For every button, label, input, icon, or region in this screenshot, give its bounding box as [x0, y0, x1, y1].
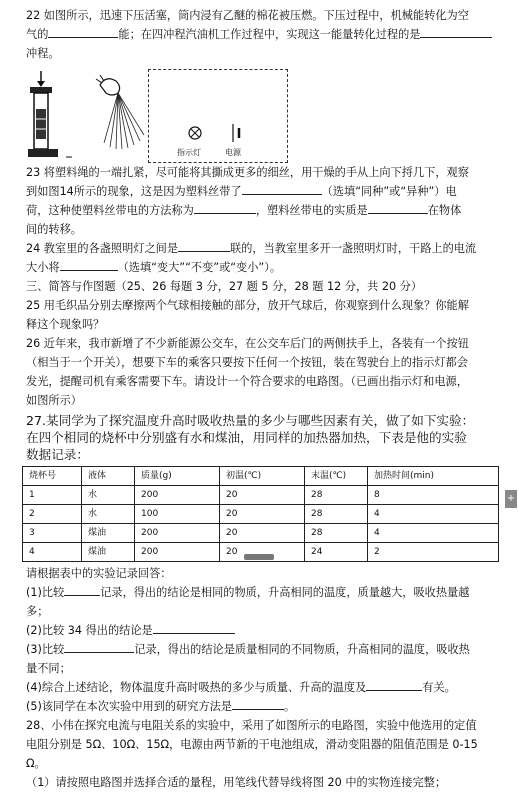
q24-line2a: 大小将: [26, 261, 60, 274]
q23-line2a: 到如图14所示的现象，这是因为塑料丝带了: [26, 185, 242, 198]
table-cell: 煤油: [82, 543, 135, 562]
q24-line1b: 联的，当教室里多开一盏照明灯时，干路上的电流: [230, 242, 477, 255]
table-cell: 28: [305, 524, 368, 543]
question-22: [26, 6, 498, 63]
circuit-symbols: [183, 122, 253, 144]
section-3-heading: 三、简答与作图题（25、26 每题 3 分，27 题 5 分，28 题 12 分，共 20 分）: [26, 280, 423, 293]
answer-blank: [60, 258, 118, 271]
table-cell: 28: [305, 505, 368, 524]
table-header: 质量(g): [135, 467, 220, 486]
table-cell: 煤油: [82, 524, 135, 543]
table-header: 烧杯号: [23, 467, 82, 486]
answer-blank: [366, 678, 422, 691]
q27b-s3a: (3)比较: [26, 643, 65, 656]
q22-line2a: 气的: [26, 28, 49, 41]
q22-line3: 冲程。: [26, 47, 60, 60]
table-cell: 4: [368, 505, 499, 524]
table-cell: 200: [135, 543, 220, 562]
q27b-s2: (2)比较 34 得出的结论是: [26, 624, 153, 637]
table-cell: 1: [23, 486, 82, 505]
question-28: [26, 716, 498, 792]
answer-blank: [64, 640, 134, 653]
q28-line4: （1）请按照电路图并选择合适的量程，用笔线代替导线将图 20 中的实物连接完整；: [26, 776, 447, 789]
q23-line3b: ，塑料丝带电的实质是: [255, 204, 368, 217]
answer-blank: [153, 621, 235, 634]
q22-line1: 22 如图所示，迅速下压活塞，筒内浸有乙醚的棉花被压燃。下压过程中，机械能转化为空: [26, 9, 469, 22]
table-cell: 100: [135, 505, 220, 524]
table-header: 加热时间(min): [368, 467, 499, 486]
q25-line1: 25 用毛织品分别去摩擦两个气球相接触的部分，放开气球后，你观察到什么现象？你能解: [26, 299, 469, 312]
table-cell: 20: [220, 543, 305, 562]
q27-line3: 数据记录：: [26, 447, 89, 462]
table-row: [23, 524, 499, 543]
q23-line1: 23 将塑料绳的一端扎紧，尽可能将其撕成更多的细丝，用干燥的手从上向下捋几下，观察: [26, 166, 469, 179]
document-page: [26, 6, 498, 792]
q24-line2b: （选填“变大”“不变”或“变小”）。: [117, 261, 282, 274]
question-27-answers: [26, 564, 498, 716]
table-header: 初温(℃): [220, 467, 305, 486]
table-row: [23, 486, 499, 505]
table-cell: 28: [305, 486, 368, 505]
q27b-s1b: 记录，得出的结论是相同的物质，升高相同的温度，质量越大，吸收热量越: [100, 586, 470, 599]
question-25: [26, 296, 498, 334]
table-cell: 4: [368, 524, 499, 543]
question-23: [26, 163, 498, 239]
answer-blank: [64, 583, 100, 596]
indicator-label: 指示灯: [177, 148, 201, 157]
question-26: [26, 334, 498, 410]
q24-line1a: 24 教室里的各盏照明灯之间是: [26, 242, 179, 255]
q22-line2b: 能；在四冲程汽油机工作过程中，实现这一能量转化过程的是: [118, 28, 421, 41]
answer-blank: [48, 25, 118, 38]
question-24: [26, 239, 498, 277]
q23-line2b: （选填“同种”或“异种”）电: [321, 185, 457, 198]
q26-line3: 发光，提醒司机有乘客需要下车。请设计一个符合要求的电路图。（已画出指示灯和电源，: [26, 375, 468, 388]
q27b-intro: 请根据表中的实验记录回答：: [26, 567, 172, 580]
table-cell: 2: [23, 505, 82, 524]
answer-blank: [178, 239, 230, 252]
piston-cylinder-figure: [26, 69, 76, 161]
q23-line3a: 荷，这种使塑料丝带电的方法称为: [26, 204, 194, 217]
figure-row: [26, 63, 498, 163]
q27b-s5a: (5)该同学在本次实验中用到的研究方法是: [26, 700, 233, 713]
q27b-s4b: 有关。: [422, 681, 456, 694]
q23-line3c: 在物体: [427, 204, 462, 217]
question-27: [26, 412, 498, 463]
table-cell: 2: [368, 543, 499, 562]
table-cell: 水: [82, 486, 135, 505]
table-add-column-button[interactable]: +: [505, 490, 517, 508]
table-header: 液体: [82, 467, 135, 486]
answer-blank: [242, 182, 322, 195]
q27b-s3b: 记录，得出的结论是质量相同的不同物质，升高相同的温度，吸收热: [134, 643, 470, 656]
experiment-data-table: [22, 466, 499, 562]
power-label: 电源: [225, 148, 241, 157]
q27b-s1c: 多；: [26, 605, 49, 618]
q23-line4: 间的转移。: [26, 223, 82, 236]
q26-line2: （相当于一个开关），想要下车的乘客只要按下任何一个按钮，装在驾驶台上的指示灯都会: [26, 356, 468, 369]
answer-blank: [368, 201, 428, 214]
q27-line2: 在四个相同的烧杯中分别盛有水和煤油，用同样的加热器加热，下表是他的实验: [26, 430, 467, 445]
q25-line2: 释这个现象吗？: [26, 318, 105, 331]
table-cell: 24: [305, 543, 368, 562]
q28-line2: 电阻分别是 5Ω、10Ω、15Ω，电源由两节新的干电池组成，滑动变阻器的阻值范围是 0-15: [26, 738, 478, 751]
table-cell: 20: [220, 486, 305, 505]
answer-blank: [232, 697, 284, 710]
q27b-s3c: 量不同；: [26, 662, 71, 675]
table-cell: 200: [135, 486, 220, 505]
q27b-s1a: (1)比较: [26, 586, 65, 599]
table-cell: 4: [23, 543, 82, 562]
q27b-s4a: (4)综合上述结论，物体温度升高时吸热的多少与质量、升高的温度及: [26, 681, 367, 694]
table-cell: 20: [220, 524, 305, 543]
q26-line4: 如图所示）: [26, 394, 82, 407]
table-cell: 3: [23, 524, 82, 543]
table-row: [23, 505, 499, 524]
circuit-design-box: [148, 69, 288, 163]
q28-line1: 28、小伟在探究电流与电阻关系的实验中，采用了如图所示的电路图，实验中他选用的定值: [26, 719, 477, 732]
plastic-strands-figure: [92, 73, 150, 153]
table-cell: 20: [220, 505, 305, 524]
answer-blank: [420, 25, 492, 38]
table-header-row: [23, 467, 499, 486]
table-cell: 水: [82, 505, 135, 524]
answer-blank: [194, 201, 256, 214]
q26-line1: 26 近年来，我市新增了不少新能源公交车，在公交车后门的两侧扶手上，各装有一个按钮: [26, 337, 469, 350]
table-header: 末温(℃): [305, 467, 368, 486]
q27b-s5b: 。: [284, 700, 296, 713]
q27-line1: 27.某同学为了探究温度升高时吸收热量的多少与哪些因素有关，做了如下实验：: [26, 413, 475, 428]
table-cell: 8: [368, 486, 499, 505]
q28-line3: Ω。: [26, 757, 46, 770]
table-expand-handle[interactable]: [244, 554, 274, 560]
table-cell: 200: [135, 524, 220, 543]
